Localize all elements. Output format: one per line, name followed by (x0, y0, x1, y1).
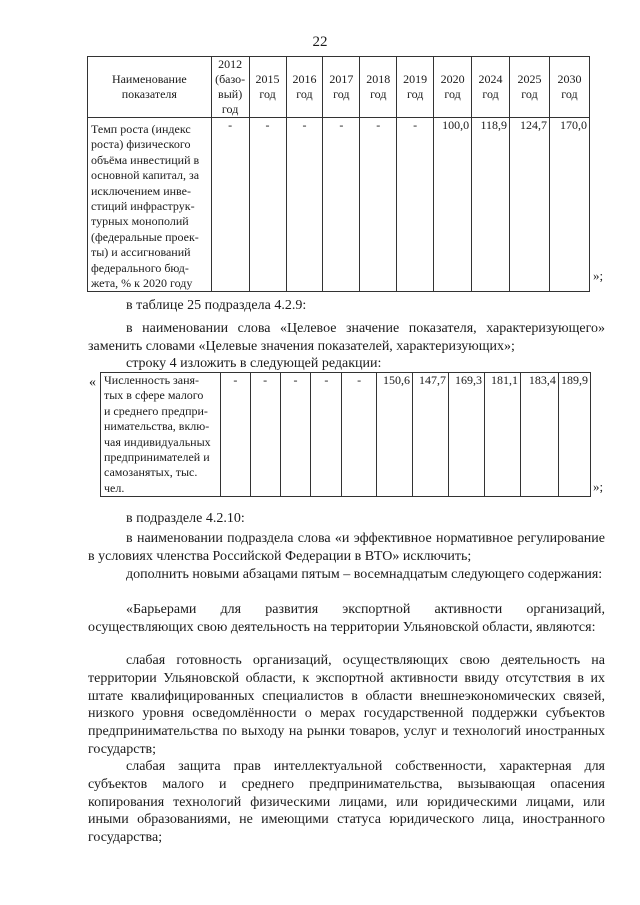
value-cell: 124,7 (510, 118, 550, 292)
row-name-line: объёма инвестиций в (91, 152, 200, 167)
value-cell: - (286, 118, 323, 292)
column-header-year: 2016 год (286, 57, 323, 118)
row-name-line: стиций инфраструк- (91, 199, 195, 214)
column-header-year: 2020 год (434, 57, 472, 118)
row-name-line: Темп роста (индекс (91, 122, 191, 136)
value-cell: - (360, 118, 397, 292)
table-row (101, 373, 591, 497)
value-cell: 147,7 (413, 373, 449, 497)
column-header-year: 2015 год (249, 57, 286, 118)
paragraph: в наименовании подраздела слова «и эффективное нормативное регулирование в условиях членства Российской Федерации в ВТО» исключить; (88, 531, 605, 564)
targets-table-row-4 (100, 372, 591, 497)
paragraph: в подразделе 4.2.10: (126, 511, 245, 526)
row-name-line: ты) и ассигнований (91, 245, 191, 260)
row-name-line: тых в сфере малого (104, 388, 204, 403)
row-name-line: Численность заня- (104, 373, 200, 387)
column-header-year: 2025 год (510, 57, 550, 118)
paragraph: слабая защита прав интеллектуальной собственности, характерная для субъектов малого и среднего предпринимательства, вызывающая опасения копирования технологий физическими лицами, или юридическими лицами, или иными образованиями, не имеющими статуса юридического лица, иностранного государства; (88, 759, 605, 846)
row-name-line: самозанятых, тыс. (104, 465, 198, 480)
row-name-line: жета, % к 2020 году (91, 276, 193, 291)
row-name-line: чел. (104, 480, 125, 495)
row-name-line: (федеральные проек- (91, 229, 199, 244)
row-name-cell (88, 118, 212, 292)
value-cell: 170,0 (549, 118, 589, 292)
value-cell: 183,4 (520, 373, 558, 497)
row-name-line: нимательства, вклю- (104, 419, 210, 434)
paragraph: в таблице 25 подраздела 4.2.9: (126, 298, 307, 313)
value-cell: - (280, 373, 311, 497)
value-cell: - (311, 373, 342, 497)
value-cell: 100,0 (434, 118, 472, 292)
paragraph: слабая готовность организаций, осуществляющих свою деятельность на территории Ульяновской области, к экспортной активности ввиду отсутствия в их штате квалифицированных специалистов в области внешнеэкономических связей, низкого уровня осведомлённости о мерах государственной поддержки субъектов предпринимательства по выходу на рынки товаров, услуг и технологий иностранных государств; (88, 653, 605, 757)
row-name-line: и среднего предпри- (104, 403, 208, 418)
row-name-line: исключением инве- (91, 183, 191, 198)
column-header-year: 2030 год (549, 57, 589, 118)
value-cell: 118,9 (472, 118, 510, 292)
opening-quote: « (89, 375, 96, 390)
value-cell: 189,9 (558, 373, 590, 497)
value-cell: 181,1 (484, 373, 520, 497)
value-cell: - (250, 373, 280, 497)
row-name-cell (101, 373, 221, 497)
value-cell: - (220, 373, 250, 497)
column-header-year: 2012 (базо-вый) год (211, 57, 249, 118)
page-number: 22 (312, 34, 328, 50)
value-cell: 169,3 (449, 373, 485, 497)
value-cell: - (323, 118, 360, 292)
paragraph: «Барьерами для развития экспортной активности организаций, осуществляющих свою деятельность на территории Ульяновской области, являются: (88, 602, 605, 635)
value-cell: 150,6 (377, 373, 413, 497)
paragraph: в наименовании слова «Целевое значение показателя, характеризующего» заменить словами «Целевые значения показателей, характеризующих»; (88, 321, 605, 354)
column-header-year: 2019 год (397, 57, 434, 118)
value-cell: - (249, 118, 286, 292)
value-cell: - (397, 118, 434, 292)
column-header-year: 2017 год (323, 57, 360, 118)
table-header-row (88, 57, 590, 118)
row-name-line: чая индивидуальных (104, 434, 211, 449)
paragraph: дополнить новыми абзацами пятым – восемнадцатым следующего содержания: (126, 567, 603, 582)
targets-table (87, 56, 590, 292)
row-name-line: роста) физического (91, 137, 191, 152)
value-cell: - (342, 373, 377, 497)
table-row (88, 118, 590, 292)
row-name-line: основной капитал, за (91, 168, 200, 183)
paragraph: строку 4 изложить в следующей редакции: (126, 356, 382, 371)
value-cell: - (211, 118, 249, 292)
column-header-name: Наименование показателя (88, 57, 212, 118)
closing-quote: »; (593, 268, 604, 283)
row-name-line: предпринимателей и (104, 450, 210, 465)
column-header-year: 2024 год (472, 57, 510, 118)
row-name-line: турных монополий (91, 214, 189, 229)
closing-quote: »; (593, 479, 604, 494)
row-name-line: федерального бюд- (91, 260, 189, 275)
column-header-year: 2018 год (360, 57, 397, 118)
